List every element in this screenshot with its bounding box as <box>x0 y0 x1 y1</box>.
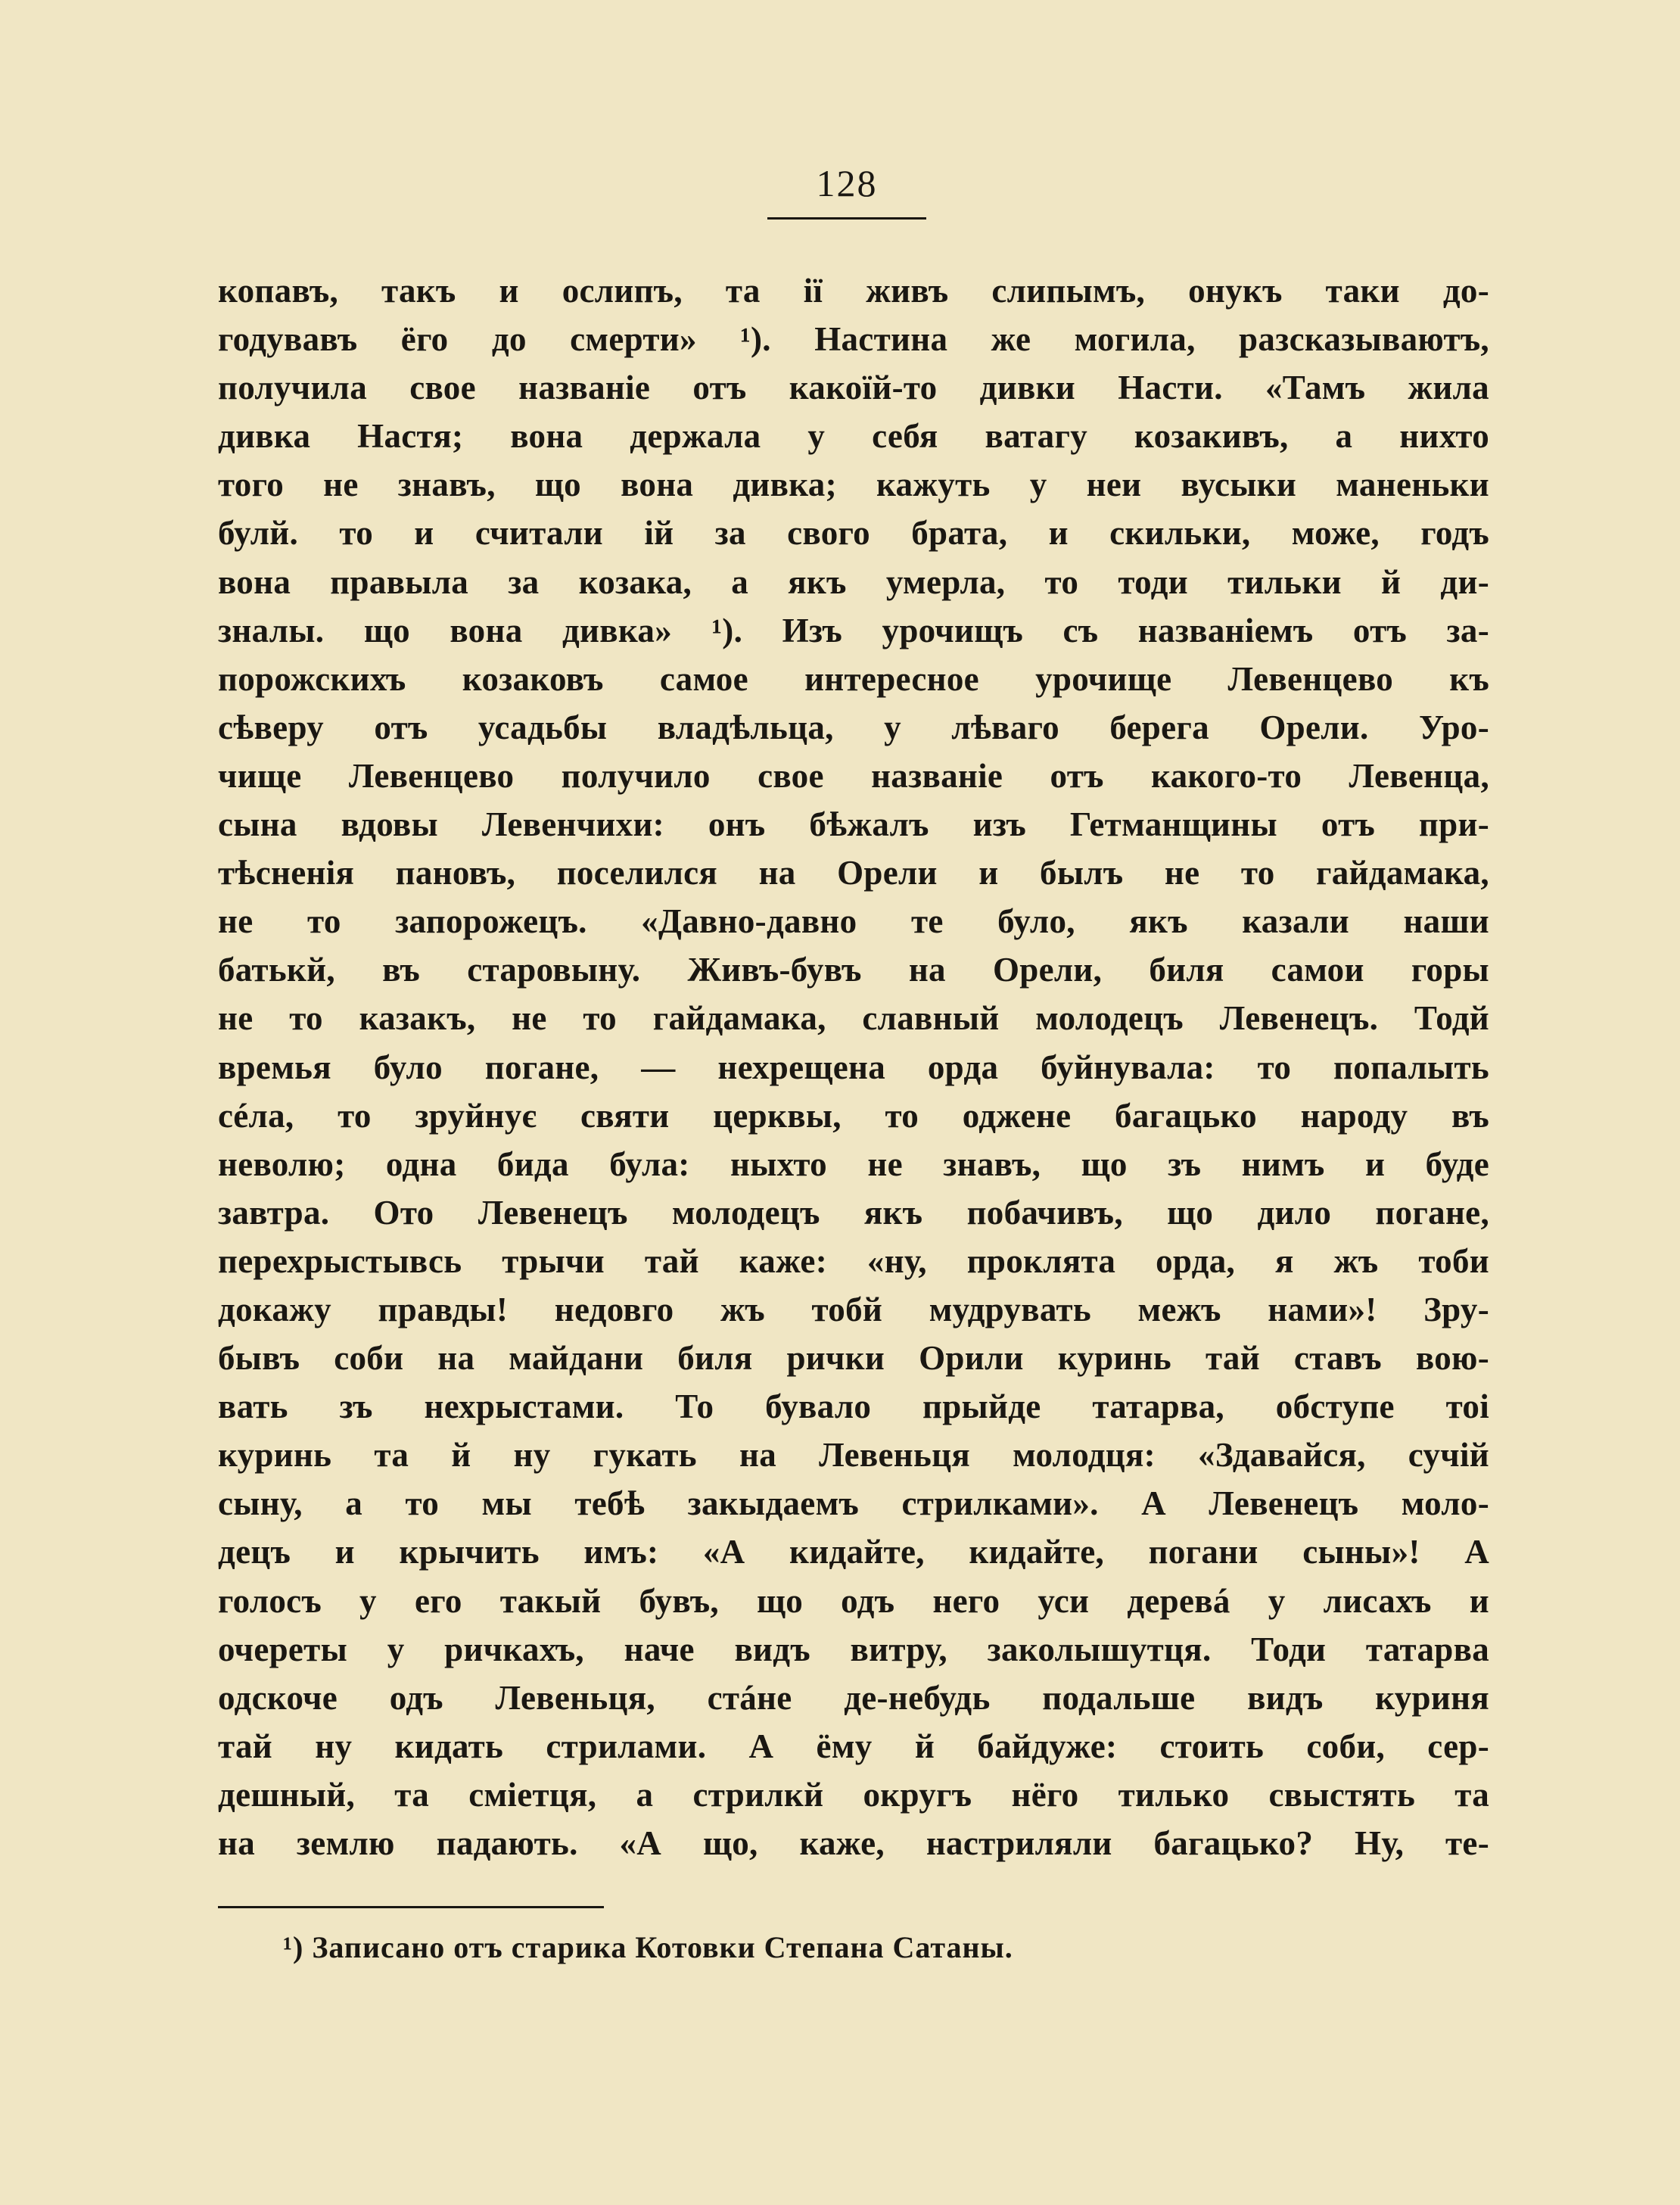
page-number-underline <box>767 217 926 220</box>
text-line: получила свое названіе отъ какоїй-то дивки Насти. «Тамъ жила <box>218 369 1489 407</box>
text-line: куринь та й ну гукать на Левеньця молодця: «Здавайся, сучій <box>218 1436 1489 1475</box>
page-number: 128 <box>816 162 878 204</box>
footnote-separator <box>218 1906 604 1908</box>
text-line: вать зъ нехрыстами. То бувало прыйде татарва, обступе тоі <box>218 1387 1489 1426</box>
footnote-text: Записано отъ старика Котовки Степана Сатаны. <box>312 1930 1013 1964</box>
text-line: дешный, та сміетця, а стрилкй округъ нёго тилько свыстять та <box>218 1775 1489 1814</box>
text-line: вона правыла за козака, а якъ умерла, то тоди тильки й ди- <box>218 562 1489 601</box>
text-line: не то казакъ, не то гайдамака, славный молодецъ Левенецъ. Тодй <box>218 999 1489 1038</box>
text-line: дивка Настя; вона держала у себя ватагу козакивъ, а нихто <box>218 417 1489 456</box>
text-line: сѣверу отъ усадьбы владѣльца, у лѣваго берега Орели. Уро- <box>218 708 1489 746</box>
text-line: того не знавъ, що вона дивка; кажуть у неи вусыки маненьки <box>218 466 1489 504</box>
text-line: неволю; одна бида була: ныхто не знавъ, що зъ нимъ и буде <box>218 1145 1489 1183</box>
text-line: бывъ соби на майдани биля рички Орили куринь тай ставъ вою- <box>218 1339 1489 1378</box>
text-line: копавъ, такъ и ослипъ, та ії живъ слипымъ, онукъ таки до- <box>218 272 1489 310</box>
text-line: децъ и крычить имъ: «А кидайте, кидайте, погани сыны»! А <box>218 1533 1489 1571</box>
text-line: сына вдовы Левенчихи: онъ бѣжалъ изъ Гетманщины отъ при- <box>218 805 1489 844</box>
text-line: порожскихъ козаковъ самое интересное урочище Левенцево къ <box>218 659 1489 698</box>
text-line: батькй, въ старовыну. Живъ-бувъ на Орели, биля самои горы <box>218 951 1489 989</box>
text-line: голосъ у его такый бувъ, що одъ него уси деревá у лисахъ и <box>218 1581 1489 1620</box>
text-line: булй. то и считали ій за свого брата, и скильки, може, годъ <box>218 514 1489 553</box>
footnote-marker: ¹) <box>283 1930 304 1964</box>
body-text <box>218 266 1489 1867</box>
text-line: сéла, то зруйнує святи церквы, то оджене багацько народу въ <box>218 1096 1489 1135</box>
text-line: перехрыстывсь трычи тай каже: «ну, проклята орда, я жъ тоби <box>218 1241 1489 1280</box>
text-line: чище Левенцево получило свое названіе отъ какого-то Левенца, <box>218 756 1489 795</box>
text-line: зналы. що вона дивка» ¹). Изъ урочищъ съ названіемъ отъ за- <box>218 611 1489 649</box>
text-line: не то запорожецъ. «Давно-давно те було, якъ казали наши <box>218 902 1489 941</box>
text-line: докажу правды! недовго жъ тобй мудрувать межъ нами»! Зру- <box>218 1290 1489 1328</box>
text-line: времья було поганe, — нехрещена орда буйнувала: то попалыть <box>218 1048 1489 1086</box>
text-line: сыну, а то мы тебѣ закыдаемъ стрилками». А Левенецъ моло- <box>218 1484 1489 1523</box>
text-line: на землю падають. «А що, каже, настриляли багацько? Ну, те- <box>218 1824 1489 1862</box>
text-line: завтра. Ото Левенецъ молодецъ якъ побачивъ, що дило поганe, <box>218 1193 1489 1232</box>
text-line: годувавъ ёго до смерти» ¹). Настина же могила, разсказываютъ, <box>218 320 1489 359</box>
text-line: одскоче одъ Левеньця, стáне де-небудь подальше видъ куриня <box>218 1678 1489 1717</box>
text-line: тѣсненія пановъ, поселился на Орели и былъ не то гайдамака, <box>218 854 1489 892</box>
footnote <box>283 1929 1013 1967</box>
text-line: тай ну кидать стрилами. А ёму й байдуже: стоить соби, сер- <box>218 1727 1489 1765</box>
text-line: очереты у ричкахъ, наче видъ витру, заколышутця. Тоди татарва <box>218 1630 1489 1668</box>
